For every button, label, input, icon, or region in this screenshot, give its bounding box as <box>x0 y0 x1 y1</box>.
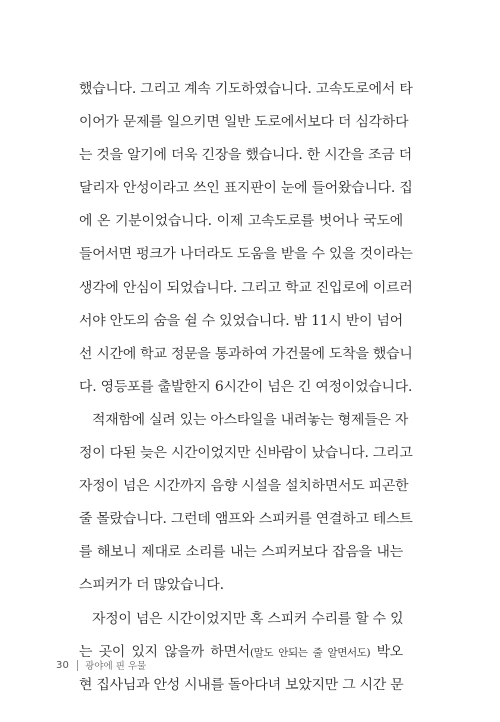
text-line: 현 집사님과 안성 시내를 돌아다녀 보았지만 그 시간 문 <box>79 676 404 693</box>
text-line: 했습니다. 그리고 계속 기도하였습니다. 고속도로에서 타 <box>79 81 413 97</box>
text-line: 적재함에 실려 있는 아스타일을 내려놓는 형제들은 자 <box>92 411 409 428</box>
text-line: 줄 몰랐습니다. 그런데 앰프와 스피커를 연결하고 테스트 <box>79 511 413 528</box>
text-line: 자정이 넘은 시간이었지만 혹 스피커 수리를 할 수 있 <box>92 610 404 627</box>
page-number: 30 <box>56 659 70 671</box>
text-line: 들어서면 펑크가 나더라도 도움을 받을 수 있을 것이라는 <box>79 246 413 263</box>
text-line: 서야 안도의 숨을 쉴 수 있었습니다. 밤 11시 반이 넘어 <box>79 312 403 329</box>
text-line: 자정이 넘은 시간까지 음향 시설을 설치하면서도 피곤한 <box>79 478 409 495</box>
page-footer <box>56 658 146 672</box>
text-line: 선 시간에 학교 정문을 통과하여 가건물에 도착을 했습니 <box>79 345 413 362</box>
parenthetical-aside: (말도 안되는 줄 알면서도) <box>249 646 371 659</box>
text-line: 를 해보니 제대로 소리를 내는 스피커보다 잡음을 내는 <box>79 544 403 561</box>
text-line: 에 온 기분이었습니다. 이제 고속도로를 벗어나 국도에 <box>79 213 403 230</box>
text-line: 스피커가 더 많았습니다. <box>79 577 224 594</box>
body-text <box>79 73 413 702</box>
text-segment: 박오 <box>370 643 404 660</box>
text-line: 다. 영등포를 출발한지 6시간이 넘은 긴 여정이었습니다. <box>79 378 413 395</box>
text-line: 는 것을 알기에 더욱 긴장을 했습니다. 한 시간을 조금 더 <box>79 147 412 164</box>
text-line: 생각에 안심이 되었습니다. 그리고 학교 진입로에 이르러 <box>79 279 413 296</box>
text-segment: 는 곳이 있지 않을까 하면서 <box>79 643 250 660</box>
text-line: 정이 다된 늦은 시간이었지만 신바람이 났습니다. 그리고 <box>79 445 413 462</box>
text-line: 이어가 문제를 일으키면 일반 도로에서보다 더 심각하다 <box>79 114 409 131</box>
text-line: 달리자 안성이라고 쓰인 표지판이 눈에 들어왔습니다. 집 <box>79 180 413 197</box>
footer-divider <box>77 660 78 671</box>
running-title: 광야에 핀 우물 <box>85 661 147 672</box>
